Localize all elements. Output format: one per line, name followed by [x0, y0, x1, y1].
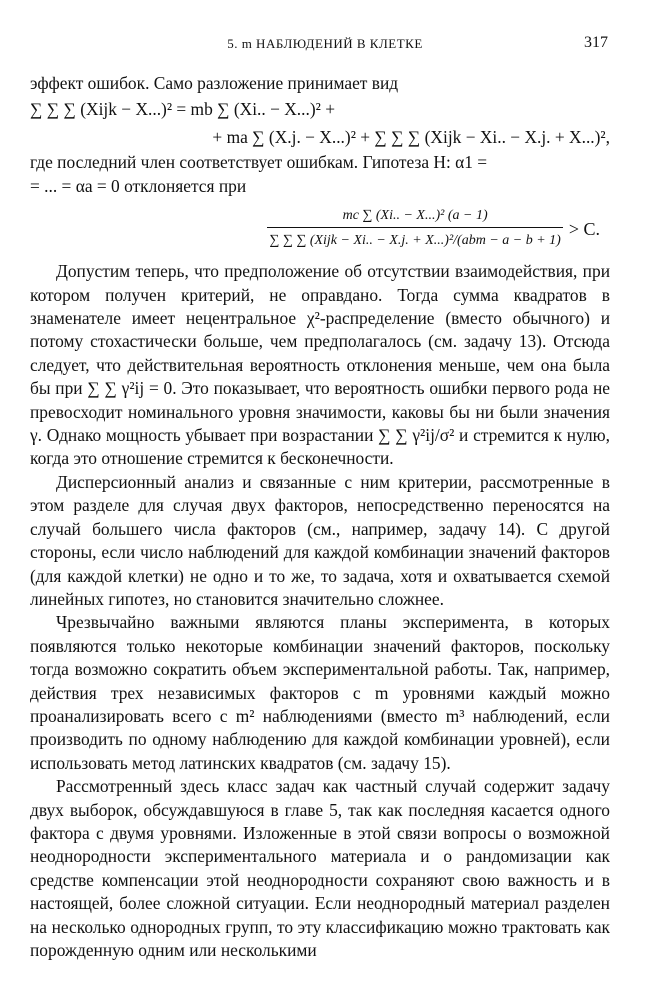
fraction-numerator: mc ∑ (Xi.. − X...)² (a − 1) [342, 208, 488, 224]
paragraph-noncentral-chi-square: Допустим теперь, что предположение об отсутствии взаимодействия, при котором получен критерий, не оправдано. Тогда сумма квадратов в знаменателе имеет нецентральное χ²-распределение (вместо обычного) и потому стохастически больше, чем предполагалось (см. задачу 13). Отсюда следует, что действительная вероятность отклонения меньше, чем она была бы при ∑ ∑ γ²ij = 0. Это показывает, что вероятность ошибки первого рода не превосходит номинального уровня значимости, каковы бы ни были значения γ. Однако мощность убывает при возрастании ∑ ∑ γ²ij/σ² и стремится к нулю, когда это отношение стремится к бесконечности. [30, 261, 610, 469]
paragraph-two-sample-problem: Рассмотренный здесь класс задач как частный случай содержит задачу двух выборок, обсуждавшуюся в главе 5, так как последняя касается одного фактора с двумя уровнями. Изложенные в этой связи вопросы о возможной неоднородности экспериментального материала и о рандомизации как средстве компенсации этой неоднородности сохраняют свою важность и в настоящей, более сложной ситуации. Если неоднородный материал разделен на несколько однородных групп, то эту классификацию можно трактовать как порожденную одним или несколькими [30, 776, 610, 960]
test-statistic-formula [30, 198, 610, 260]
paragraph-latin-squares: Чрезвычайно важными являются планы эксперимента, в которых появляются только некоторые комбинации значений факторов, поскольку тогда возможно сократить объем экспериментальной работы. Так, например, действия трех независимых факторов с m уровнями каждый можно проанализировать всего с m² наблюдениями (вместо m³ наблюдений, если производить по одному наблюдению для каждой комбинации уровней), если использовать метод латинских квадратов (см. задачу 15). [30, 612, 610, 773]
hypothesis-line-2: = ... = αa = 0 отклоняется при [30, 175, 247, 196]
fraction [267, 207, 562, 251]
equation-line-2: + ma ∑ (X.j. − X...)² + ∑ ∑ ∑ (Xijk − Xi.. − X.j. + X...)², [212, 127, 610, 148]
critical-value-inequality: > C. [568, 218, 600, 239]
page-header [30, 34, 620, 56]
equation-line-1: ∑ ∑ ∑ (Xijk − X...)² = mb ∑ (Xi.. − X...)² + [30, 99, 336, 120]
page-body [30, 72, 610, 962]
fraction-denominator: ∑ ∑ ∑ (Xijk − Xi.. − X.j. + X...)²/(abm − a − b + 1) [267, 227, 562, 251]
hypothesis-line-1: где последний член соответствует ошибкам. Гипотеза H: α1 = [30, 152, 488, 173]
page-number: 317 [584, 34, 608, 51]
intro-line: эффект ошибок. Само разложение принимает вид [30, 73, 399, 93]
running-header-title: 5. m НАБЛЮДЕНИЙ В КЛЕТКЕ [227, 36, 423, 51]
paragraph-more-factors: Дисперсионный анализ и связанные с ним критерии, рассмотренные в этом разделе для случая двух факторов, непосредственно переносятся на случай большего числа факторов (см., например, задачу 14). С другой стороны, если число наблюдений для каждой комбинации значений факторов (для каждой клетки) не одно и то же, то задача, хотя и охватывается схемой линейных гипотез, но становится значительно сложнее. [30, 471, 610, 609]
